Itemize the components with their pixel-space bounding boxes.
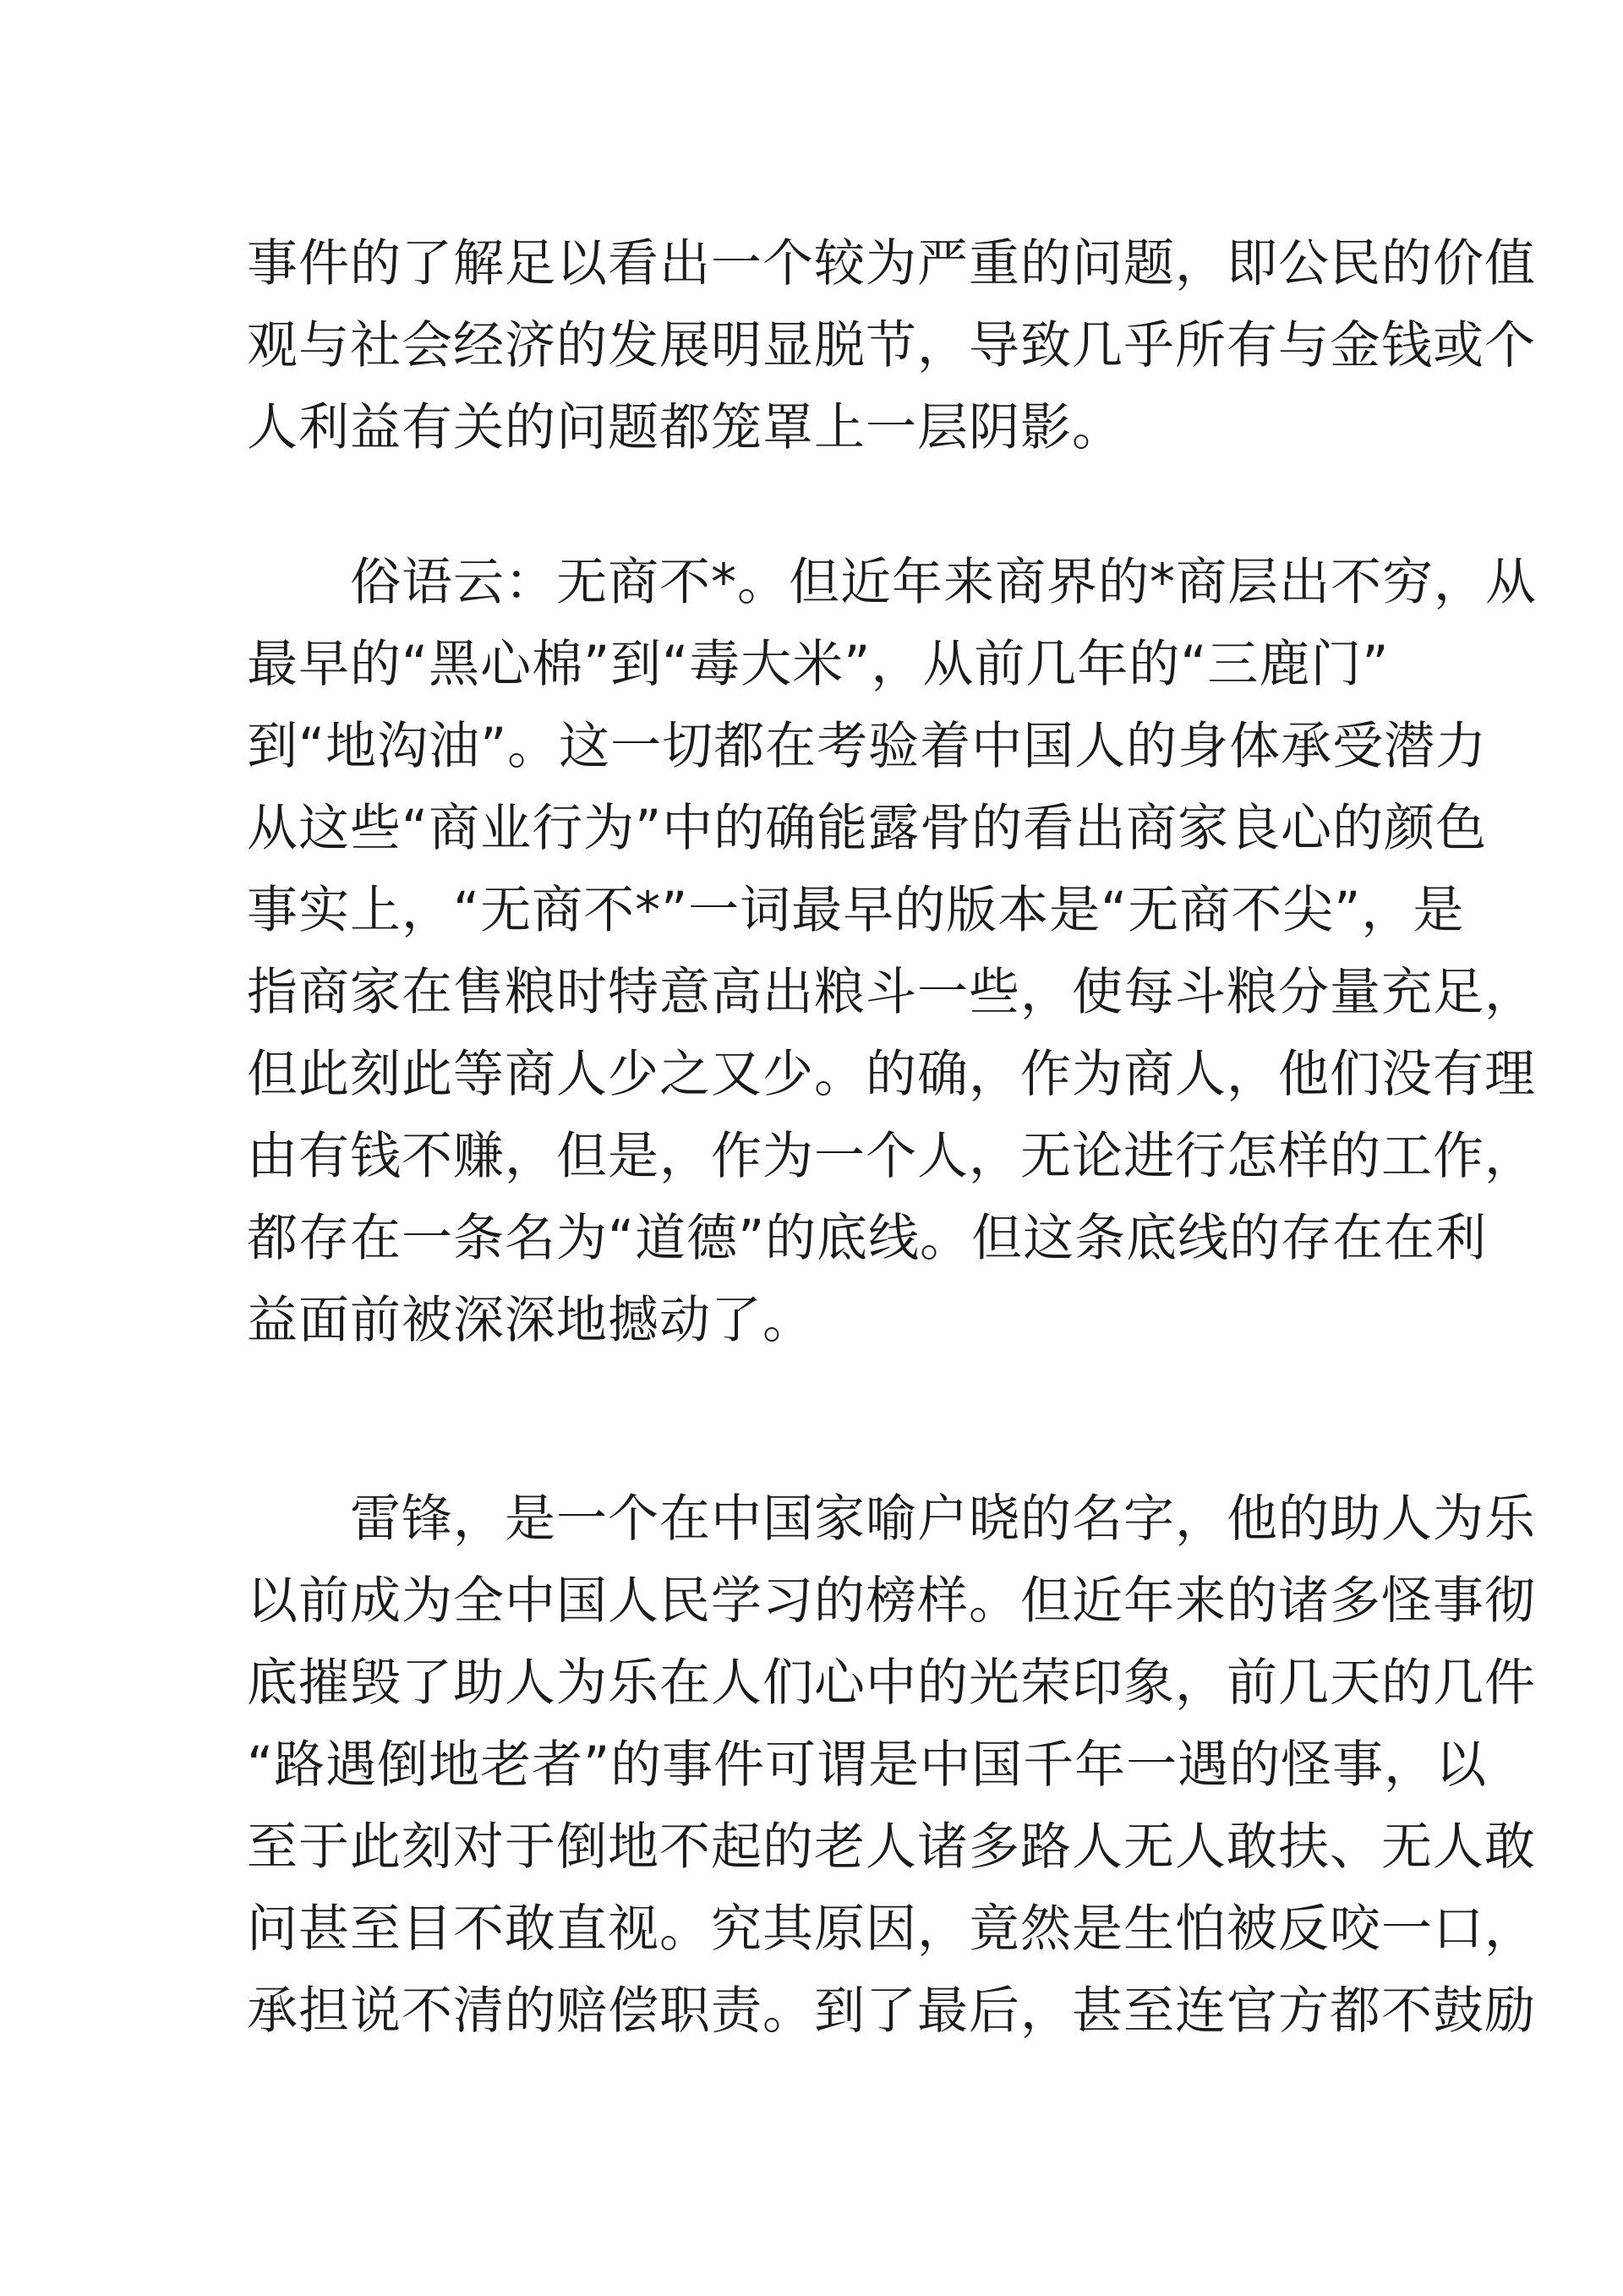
text-line: 至于此刻对于倒地不起的老人诸多路人无人敢扶、无人敢 [247,1818,1536,1877]
text-line: 指商家在售粮时特意高出粮斗一些，使每斗粮分量充足， [247,963,1536,1022]
text-line: 由有钱不赚，但是，作为一个人，无论进行怎样的工作， [247,1127,1536,1186]
text-line: 事件的了解足以看出一个较为严重的问题，即公民的价值 [247,234,1536,293]
text-line: 问甚至目不敢直视。究其原因，竟然是生怕被反咬一口， [247,1900,1536,1959]
text-line: 俗语云：无商不*。但近年来商界的*商层出不穷，从 [247,553,1537,612]
text-line: 人利益有关的问题都笼罩上一层阴影。 [247,398,1123,457]
text-line: 事实上，“无商不*”一词最早的版本是“无商不尖”，是 [247,881,1465,940]
paragraph-3 [247,1479,1536,2053]
text-line: 益面前被深深地撼动了。 [247,1291,814,1350]
text-line: 底摧毁了助人为乐在人们心中的光荣印象，前几天的几件 [247,1654,1536,1713]
text-line: 但此刻此等商人少之又少。的确，作为商人，他们没有理 [247,1045,1536,1104]
text-line: 最早的“黑心棉”到“毒大米”，从前几年的“三鹿门” [247,635,1390,694]
paragraph-2 [247,542,1537,1362]
text-line: 以前成为全中国人民学习的榜样。但近年来的诸多怪事彻 [247,1572,1536,1631]
text-line: 雷锋，是一个在中国家喻户晓的名字，他的助人为乐 [247,1490,1536,1549]
paragraph-1 [247,223,1536,469]
text-line: 观与社会经济的发展明显脱节，导致几乎所有与金钱或个 [247,316,1536,375]
text-line: “路遇倒地老者”的事件可谓是中国千年一遇的怪事，以 [247,1736,1488,1795]
text-line: 承担说不清的赔偿职责。到了最后，甚至连官方都不鼓励 [247,1982,1536,2041]
text-line: 到“地沟油”。这一切都在考验着中国人的身体承受潜力 [247,717,1488,776]
text-line: 都存在一条名为“道德”的底线。但这条底线的存在在利 [247,1209,1488,1268]
text-line: 从这些“商业行为”中的确能露骨的看出商家良心的颜色 [247,799,1488,858]
